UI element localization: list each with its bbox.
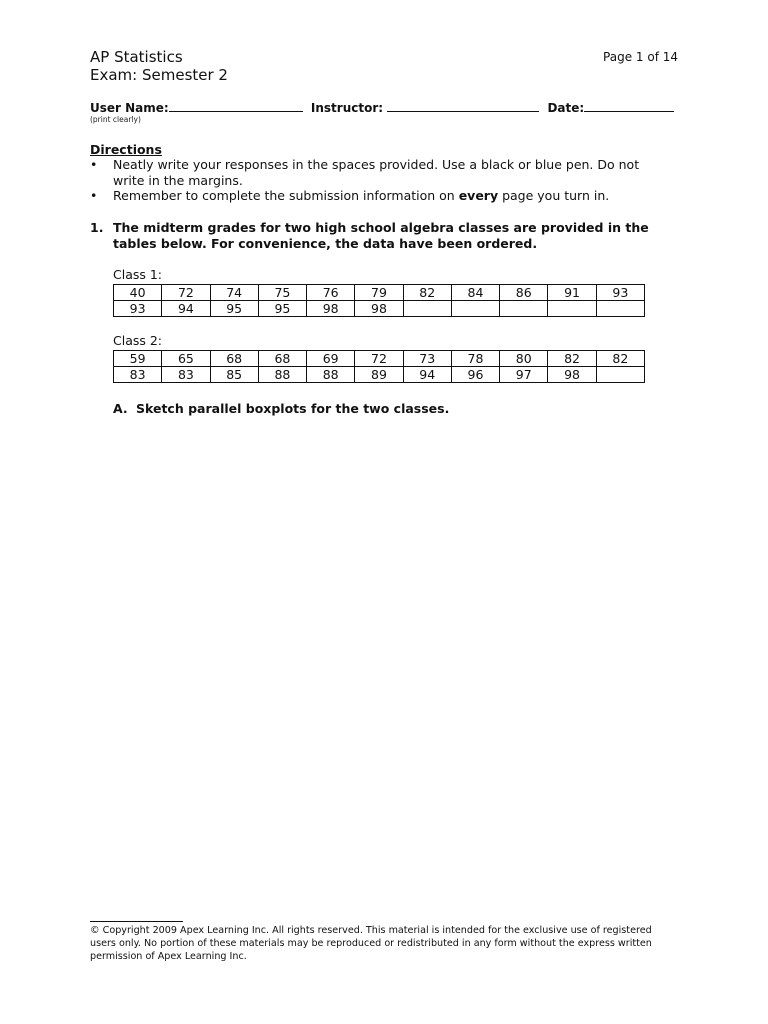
grade-cell: 76 [307, 285, 355, 301]
direction-text: Remember to complete the submission information on every page you turn in. [113, 188, 610, 203]
exam-title: Exam: Semester 2 [90, 66, 228, 84]
direction-text: Neatly write your responses in the spaces provided. Use a black or blue pen. Do not write in the margins. [113, 157, 640, 188]
class1-grades-table [113, 284, 645, 317]
grade-cell: 72 [355, 351, 403, 367]
grade-cell: 96 [451, 367, 499, 383]
grade-cell: 65 [162, 351, 210, 367]
grade-cell: 83 [162, 367, 210, 383]
grade-cell: 94 [403, 367, 451, 383]
grade-cell: 74 [210, 285, 258, 301]
grade-cell: 82 [548, 351, 596, 367]
print-clearly-note: (print clearly) [90, 115, 141, 124]
table-row [114, 367, 645, 383]
grade-cell: 98 [548, 367, 596, 383]
grade-cell [451, 301, 499, 317]
date-label: Date: [547, 101, 585, 115]
bullet: • [90, 157, 98, 172]
bullet: • [90, 188, 98, 203]
grade-cell [403, 301, 451, 317]
class2-label: Class 2: [113, 333, 163, 348]
footer-divider [90, 921, 183, 922]
grade-cell: 72 [162, 285, 210, 301]
user-name-blank[interactable] [169, 100, 303, 112]
directions-heading: Directions [90, 142, 162, 157]
grade-cell: 78 [451, 351, 499, 367]
grade-cell: 88 [307, 367, 355, 383]
grade-cell: 97 [500, 367, 548, 383]
user-name-label: User Name: [90, 101, 169, 115]
grade-cell: 73 [403, 351, 451, 367]
grade-cell: 86 [500, 285, 548, 301]
grade-cell: 82 [403, 285, 451, 301]
grade-cell: 40 [114, 285, 162, 301]
question-number: 1. [90, 220, 104, 235]
grade-cell [548, 301, 596, 317]
instructor-blank[interactable] [387, 100, 539, 112]
grade-cell: 85 [210, 367, 258, 383]
grade-cell: 88 [258, 367, 306, 383]
page-number: Page 1 of 14 [603, 50, 678, 64]
table-row [114, 285, 645, 301]
grade-cell: 93 [114, 301, 162, 317]
grade-cell: 69 [307, 351, 355, 367]
copyright-notice: © Copyright 2009 Apex Learning Inc. All rights reserved. This material is intended for the exclusive use of registered users only. No portion of these materials may be reproduced or redistributed in any form without the express written permission of Apex Learning Inc. [90, 925, 652, 962]
date-blank[interactable] [584, 100, 674, 112]
grade-cell: 83 [114, 367, 162, 383]
grade-cell [500, 301, 548, 317]
grade-cell: 98 [355, 301, 403, 317]
question-text: The midterm grades for two high school algebra classes are provided in the tables below. For convenience, the data have been ordered. [113, 220, 649, 251]
grade-cell: 94 [162, 301, 210, 317]
grade-cell: 79 [355, 285, 403, 301]
grade-cell: 93 [596, 285, 644, 301]
grade-cell: 84 [451, 285, 499, 301]
grade-cell: 95 [210, 301, 258, 317]
grade-cell: 68 [258, 351, 306, 367]
table-row [114, 351, 645, 367]
instructor-label: Instructor: [310, 101, 384, 115]
grade-cell [596, 367, 644, 383]
class1-label: Class 1: [113, 267, 163, 282]
grade-cell [596, 301, 644, 317]
course-title: AP Statistics [90, 48, 183, 66]
grade-cell: 82 [596, 351, 644, 367]
grade-cell: 80 [500, 351, 548, 367]
emphasis-every: every [458, 188, 499, 203]
grade-cell: 91 [548, 285, 596, 301]
grade-cell: 95 [258, 301, 306, 317]
part-a-letter: A. [113, 401, 128, 416]
grade-cell: 98 [307, 301, 355, 317]
grade-cell: 59 [114, 351, 162, 367]
grade-cell: 68 [210, 351, 258, 367]
class2-grades-table [113, 350, 645, 383]
table-row [114, 301, 645, 317]
grade-cell: 75 [258, 285, 306, 301]
submission-line [90, 100, 674, 115]
part-a-prompt: Sketch parallel boxplots for the two classes. [136, 401, 450, 416]
grade-cell: 89 [355, 367, 403, 383]
